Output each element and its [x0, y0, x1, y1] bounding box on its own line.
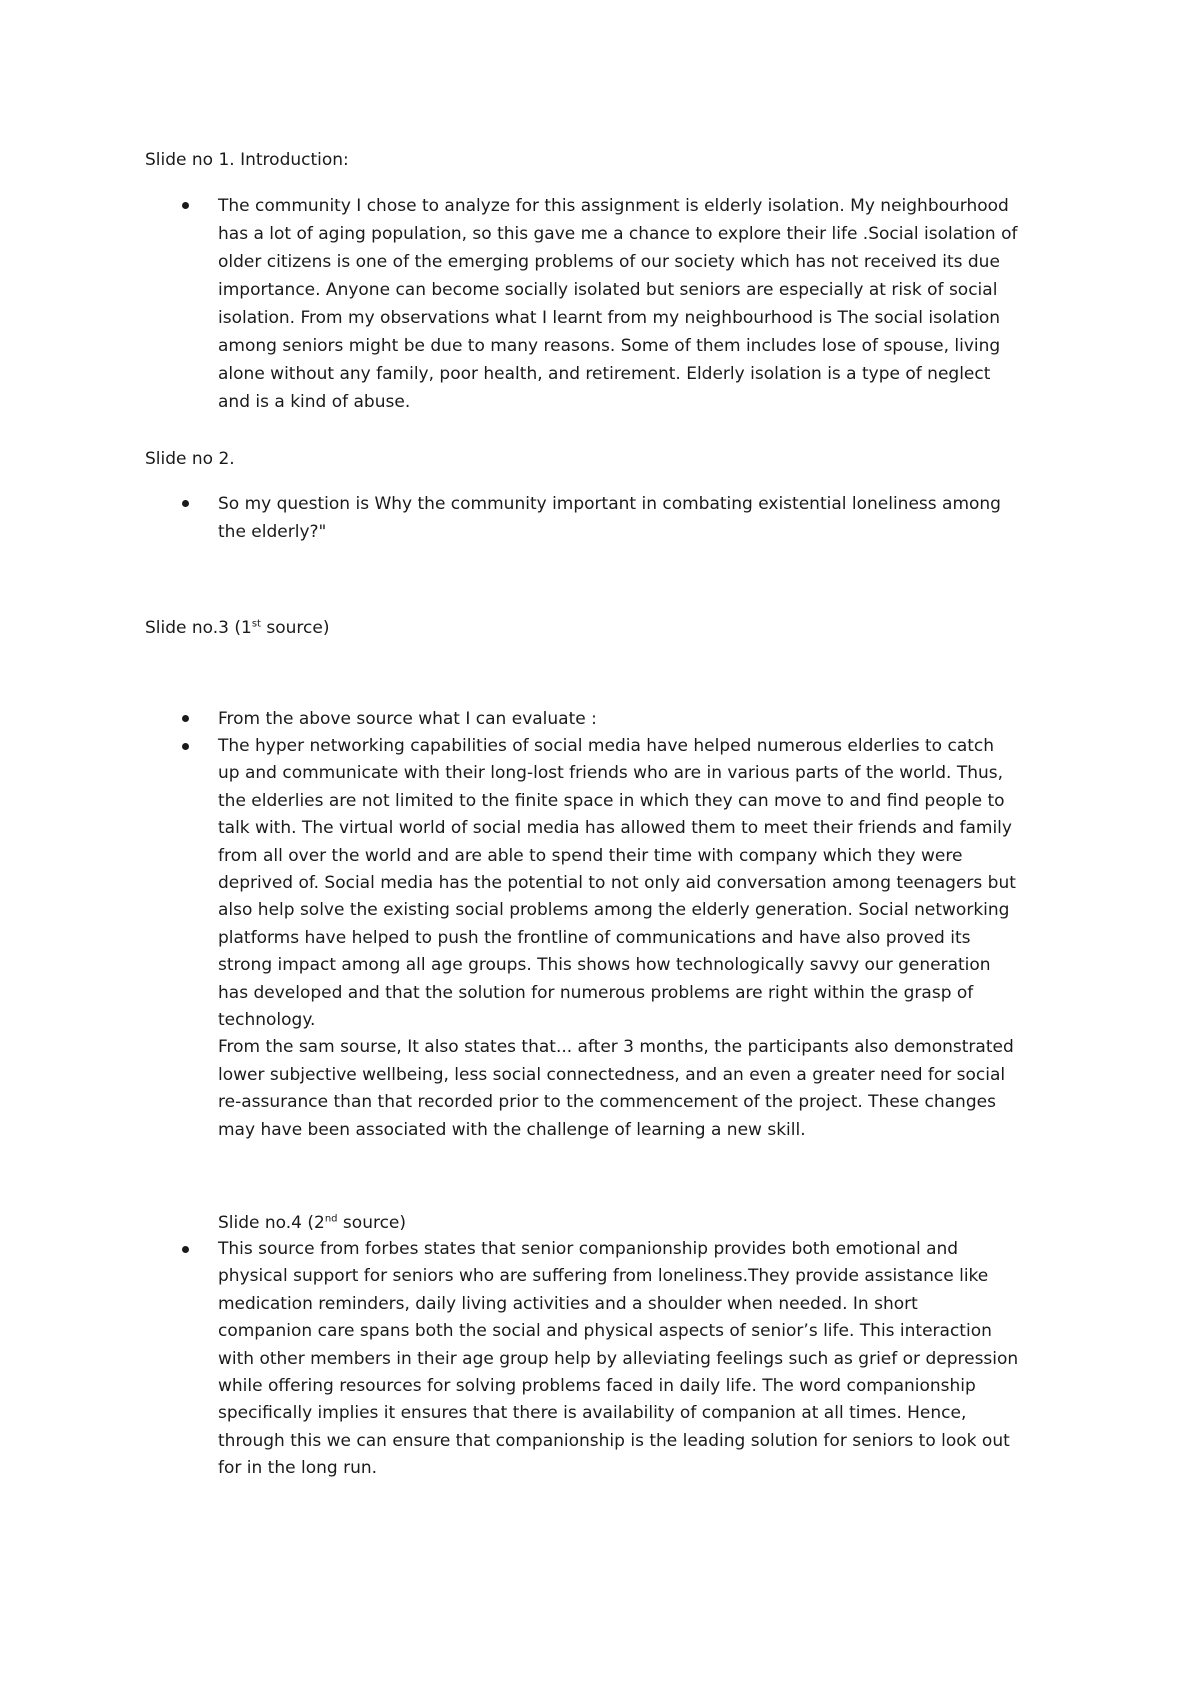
- bullet-icon: [180, 1236, 190, 1264]
- slide4-paragraph: [218, 1236, 1088, 1483]
- text-line: with other members in their age group help by alleviating feelings such as grief or depression: [218, 1348, 1019, 1369]
- text-line: older citizens is one of the emerging problems of our society which has not received its due: [218, 252, 1000, 272]
- text-line: medication reminders, daily living activities and a shoulder when needed. In short: [218, 1293, 918, 1314]
- heading-text: Slide no.4 (2: [218, 1213, 325, 1233]
- text-line: The community I chose to analyze for this assignment is elderly isolation. My neighbourhood: [218, 196, 1009, 216]
- heading-superscript: st: [251, 618, 261, 630]
- text-line: up and communicate with their long-lost friends who are in various parts of the world. Thus,: [218, 763, 1004, 784]
- bullet-icon: [180, 733, 190, 761]
- slide3-heading: [145, 614, 329, 642]
- heading-text: Slide no.3 (1: [145, 618, 252, 638]
- slide3-bullet1: [218, 705, 1088, 733]
- text-line: From the above source what I can evaluate :: [218, 709, 597, 729]
- text-line: the elderly?": [218, 522, 327, 542]
- text-line: lower subjective wellbeing, less social connectedness, and an even a greater need for social: [218, 1064, 1006, 1085]
- text-line: has a lot of aging population, so this gave me a chance to explore their life .Social isolation of: [218, 224, 1018, 244]
- text-line: from all over the world and are able to spend their time with company which they were: [218, 845, 963, 866]
- text-line: From the sam sourse, It also states that... after 3 months, the participants also demonstrated: [218, 1037, 1014, 1058]
- text-line: So my question is Why the community important in combating existential loneliness among: [218, 494, 1001, 514]
- text-line: may have been associated with the challenge of learning a new skill.: [218, 1119, 806, 1140]
- text-line: for in the long run.: [218, 1458, 378, 1479]
- text-line: The hyper networking capabilities of social media have helped numerous elderlies to catch: [218, 736, 995, 756]
- text-line: also help solve the existing social problems among the elderly generation. Social networking: [218, 900, 1010, 921]
- slide2-paragraph: [218, 490, 1088, 546]
- text-line: companion care spans both the social and physical aspects of senior’s life. This interaction: [218, 1321, 992, 1342]
- bullet-icon: [180, 705, 190, 733]
- text-line: This source from forbes states that senior companionship provides both emotional and: [218, 1239, 959, 1259]
- bullet-icon: [180, 192, 190, 220]
- slide3-paragraph: [218, 733, 1088, 1144]
- text-line: talk with. The virtual world of social media has allowed them to meet their friends and family: [218, 818, 1012, 839]
- text-line: through this we can ensure that companionship is the leading solution for seniors to look out: [218, 1430, 1010, 1451]
- bullet-icon: [180, 490, 190, 518]
- heading-text: source): [260, 618, 330, 638]
- text-line: and is a kind of abuse.: [218, 392, 411, 412]
- slide1-heading: Slide no 1. Introduction:: [145, 150, 349, 170]
- heading-text: source): [337, 1213, 407, 1233]
- text-line: while offering resources for solving problems faced in daily life. The word companionship: [218, 1376, 976, 1397]
- text-line: deprived of. Social media has the potential to not only aid conversation among teenagers but: [218, 873, 1016, 894]
- text-line: among seniors might be due to many reasons. Some of them includes lose of spouse, living: [218, 336, 1001, 356]
- text-line: re-assurance than that recorded prior to the commencement of the project. These changes: [218, 1092, 996, 1113]
- text-line: importance. Anyone can become socially isolated but seniors are especially at risk of social: [218, 280, 998, 300]
- text-line: has developed and that the solution for numerous problems are right within the grasp of: [218, 982, 974, 1003]
- text-line: technology.: [218, 1010, 316, 1031]
- slide4-heading: [218, 1209, 406, 1237]
- text-line: specifically implies it ensures that there is availability of companion at all times. Hence,: [218, 1403, 967, 1424]
- text-line: the elderlies are not limited to the finite space in which they can move to and find people to: [218, 790, 1005, 811]
- slide1-paragraph: [218, 192, 1088, 416]
- text-line: alone without any family, poor health, and retirement. Elderly isolation is a type of neglect: [218, 364, 991, 384]
- text-line: physical support for seniors who are suffering from loneliness.They provide assistance like: [218, 1266, 989, 1287]
- heading-superscript: nd: [324, 1213, 338, 1225]
- slide2-heading: Slide no 2.: [145, 449, 235, 469]
- text-line: platforms have helped to push the frontline of communications and have also proved its: [218, 927, 971, 948]
- text-line: isolation. From my observations what I learnt from my neighbourhood is The social isolation: [218, 308, 1001, 328]
- text-line: strong impact among all age groups. This shows how technologically savvy our generation: [218, 955, 991, 976]
